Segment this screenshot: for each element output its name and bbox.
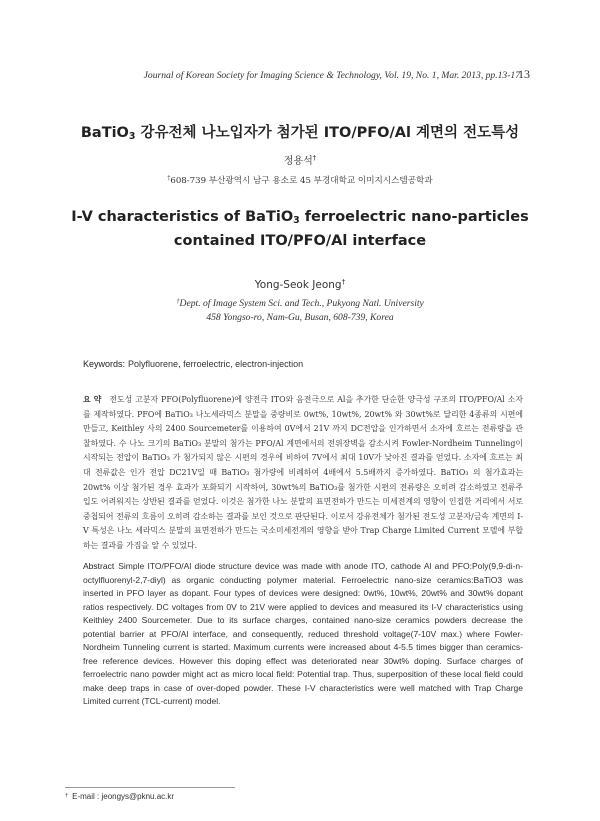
korean-title-subscript: 3 [128,131,136,142]
english-abstract-text: Simple ITO/PFO/Al diode structure device was made with anode ITO, cathode Al and PFO:Poly(9,9-di-n-octylfluorenyl-2,7-diyl) as organic conducting polymer material. Ferroelectric nano-size ceramics:BaTiO3 was inserted in PFO layer as dopant. Four types of devices were designed: 0wt%, 10wt%, 20wt% and 30wt% dopant ratios respectively. DC voltages from 0V to 21V were applied to devices and measured its I-V characteristics using Keithley 2400 Sourcemeter. Due to its surface charges, contained nano-size ceramics powders decrease the potential barrier at PFO/Al interface, and consequently, reduced threshold voltage(7-10V max.) where Fowler-Nordheim Tunneling current is started. Maximum currents were increased about 4-5.5 times bigger than ceramics-free reference devices. However this doping effect was deteriorated near 30wt% doping. Surface charges of ferroelectric nano powder might act as micro local field: Potential trap. Thus, superposition of these local field could make deep traps in case of over-doped powder. These I-V characteristics were well matched with Trap Charge Limited current (TCL-current) model. [83,561,523,707]
english-author [0,277,600,291]
footnote-mark: † [65,793,69,799]
keywords-label: Keywords: [83,359,126,369]
korean-affiliation-text: 608-739 부산광역시 남구 용소로 45 부경대학교 이미지시스템공학과 [170,176,433,186]
english-affiliation-mark: † [176,298,180,305]
english-affiliation [0,295,600,325]
english-affiliation-line1-text: Dept. of Image System Sci. and Tech., Pukyong Natl. University [179,298,424,309]
english-abstract [83,560,523,709]
footnote [65,792,174,801]
korean-author-name: 정용석 [283,156,313,167]
korean-affiliation-mark: † [167,175,171,182]
journal-header: Journal of Korean Society for Imaging Science & Technology, Vol. 19, No. 1, Mar. 2013, pp.13-17 [143,70,520,81]
korean-title-pre: BaTiO [80,125,129,141]
english-affiliation-line1 [0,295,600,311]
footnote-email: E-mail : jeongys@pknu.ac.kr [72,792,175,801]
english-title-line2: contained ITO/PFO/Al interface [173,233,427,249]
english-title-line1-post: ferroelectric nano-particles [299,209,529,225]
korean-title [0,121,600,142]
korean-title-post: 강유전체 나노입자가 첨가된 ITO/PFO/Al 계면의 전도특성 [135,125,520,141]
page-number: 13 [518,67,530,81]
english-title-line1-pre: I-V characteristics of BaTiO [71,209,294,225]
english-title [0,207,600,251]
english-title-line1 [0,207,600,231]
korean-abstract [83,393,523,554]
korean-abstract-text: 전도성 고분자 PFO(Polyfluorene)에 양전극 ITO와 음전극으로 Al을 추가한 단순한 양극성 구조의 ITO/PFO/Al 소자를 제작하였다. PFO에 BaTiO₃ 나노세라믹스 분말을 중량비로 0wt%, 10wt%, 20wt% 와 30wt%로 달리한 4종류의 시편에 만들고, Keithley 사의 2400 Sourcemeter를 이용하여 0V에서 21V 까지 DC전압을 인가하면서 소자에 흐르는 전류량을 관찰하였다. 수 나노 크기의 BaTiO₃ 분말의 첨가는 PFO/Al 계면에서의 전위장벽을 감소시켜 Fowler-Nordheim Tunneling이 시작되는 전압이 BaTiO₃ 가 첨가되지 않은 시편의 경우에 비하여 7V에서 최대 10V가 낮아진 결과를 얻었다. 소자에 흐르는 최대 전류값은 인가 전압 DC21V일 때 BaTiO₃ 첨가량에 비례하여 4배에서 5.5배까지 증가하였다. BaTiO₃ 의 첨가효과는 20wt% 이상 첨가된 경우 효과가 포화되기 시작하여, 30wt%의 BaTiO₃를 첨가한 시편의 전류량은 오히려 감소하였고 전류주입도 어려워지는 상반된 결과를 얻었다. 이것은 첨가한 나노 분말의 표면전하가 만드는 미세전계의 영향이 인접한 거리에서 서로 중첩되어 전류의 흐름이 오히려 감소하는 결과를 보인 것으로 판단된다. 이로서 강유전체가 첨가된 전도성 고분자/금속 계면의 I-V 특성은 나노 세라믹스 분말의 표면전하가 만드는 국소미세전계의 영향을 받아 Trap Charge Limited Current 모델에 부합하는 결과를 가짐을 알 수 있었다. [83,395,523,550]
korean-abstract-label: 요 약 [83,395,102,404]
english-author-mark: † [341,277,346,286]
footnote-rule [65,787,235,788]
korean-affiliation [0,174,600,186]
korean-author-mark: † [312,154,317,162]
english-abstract-label: Abstract [83,561,115,571]
english-author-name: Yong-Seok Jeong [254,279,342,291]
english-title-subscript: 3 [293,215,300,226]
korean-author [0,152,600,167]
keywords-text: Polyfluorene, ferroelectric, electron-injection [128,359,304,369]
keywords [83,359,523,369]
english-affiliation-line2: 458 Yongso-ro, Nam-Gu, Busan, 608-739, Korea [206,312,394,323]
